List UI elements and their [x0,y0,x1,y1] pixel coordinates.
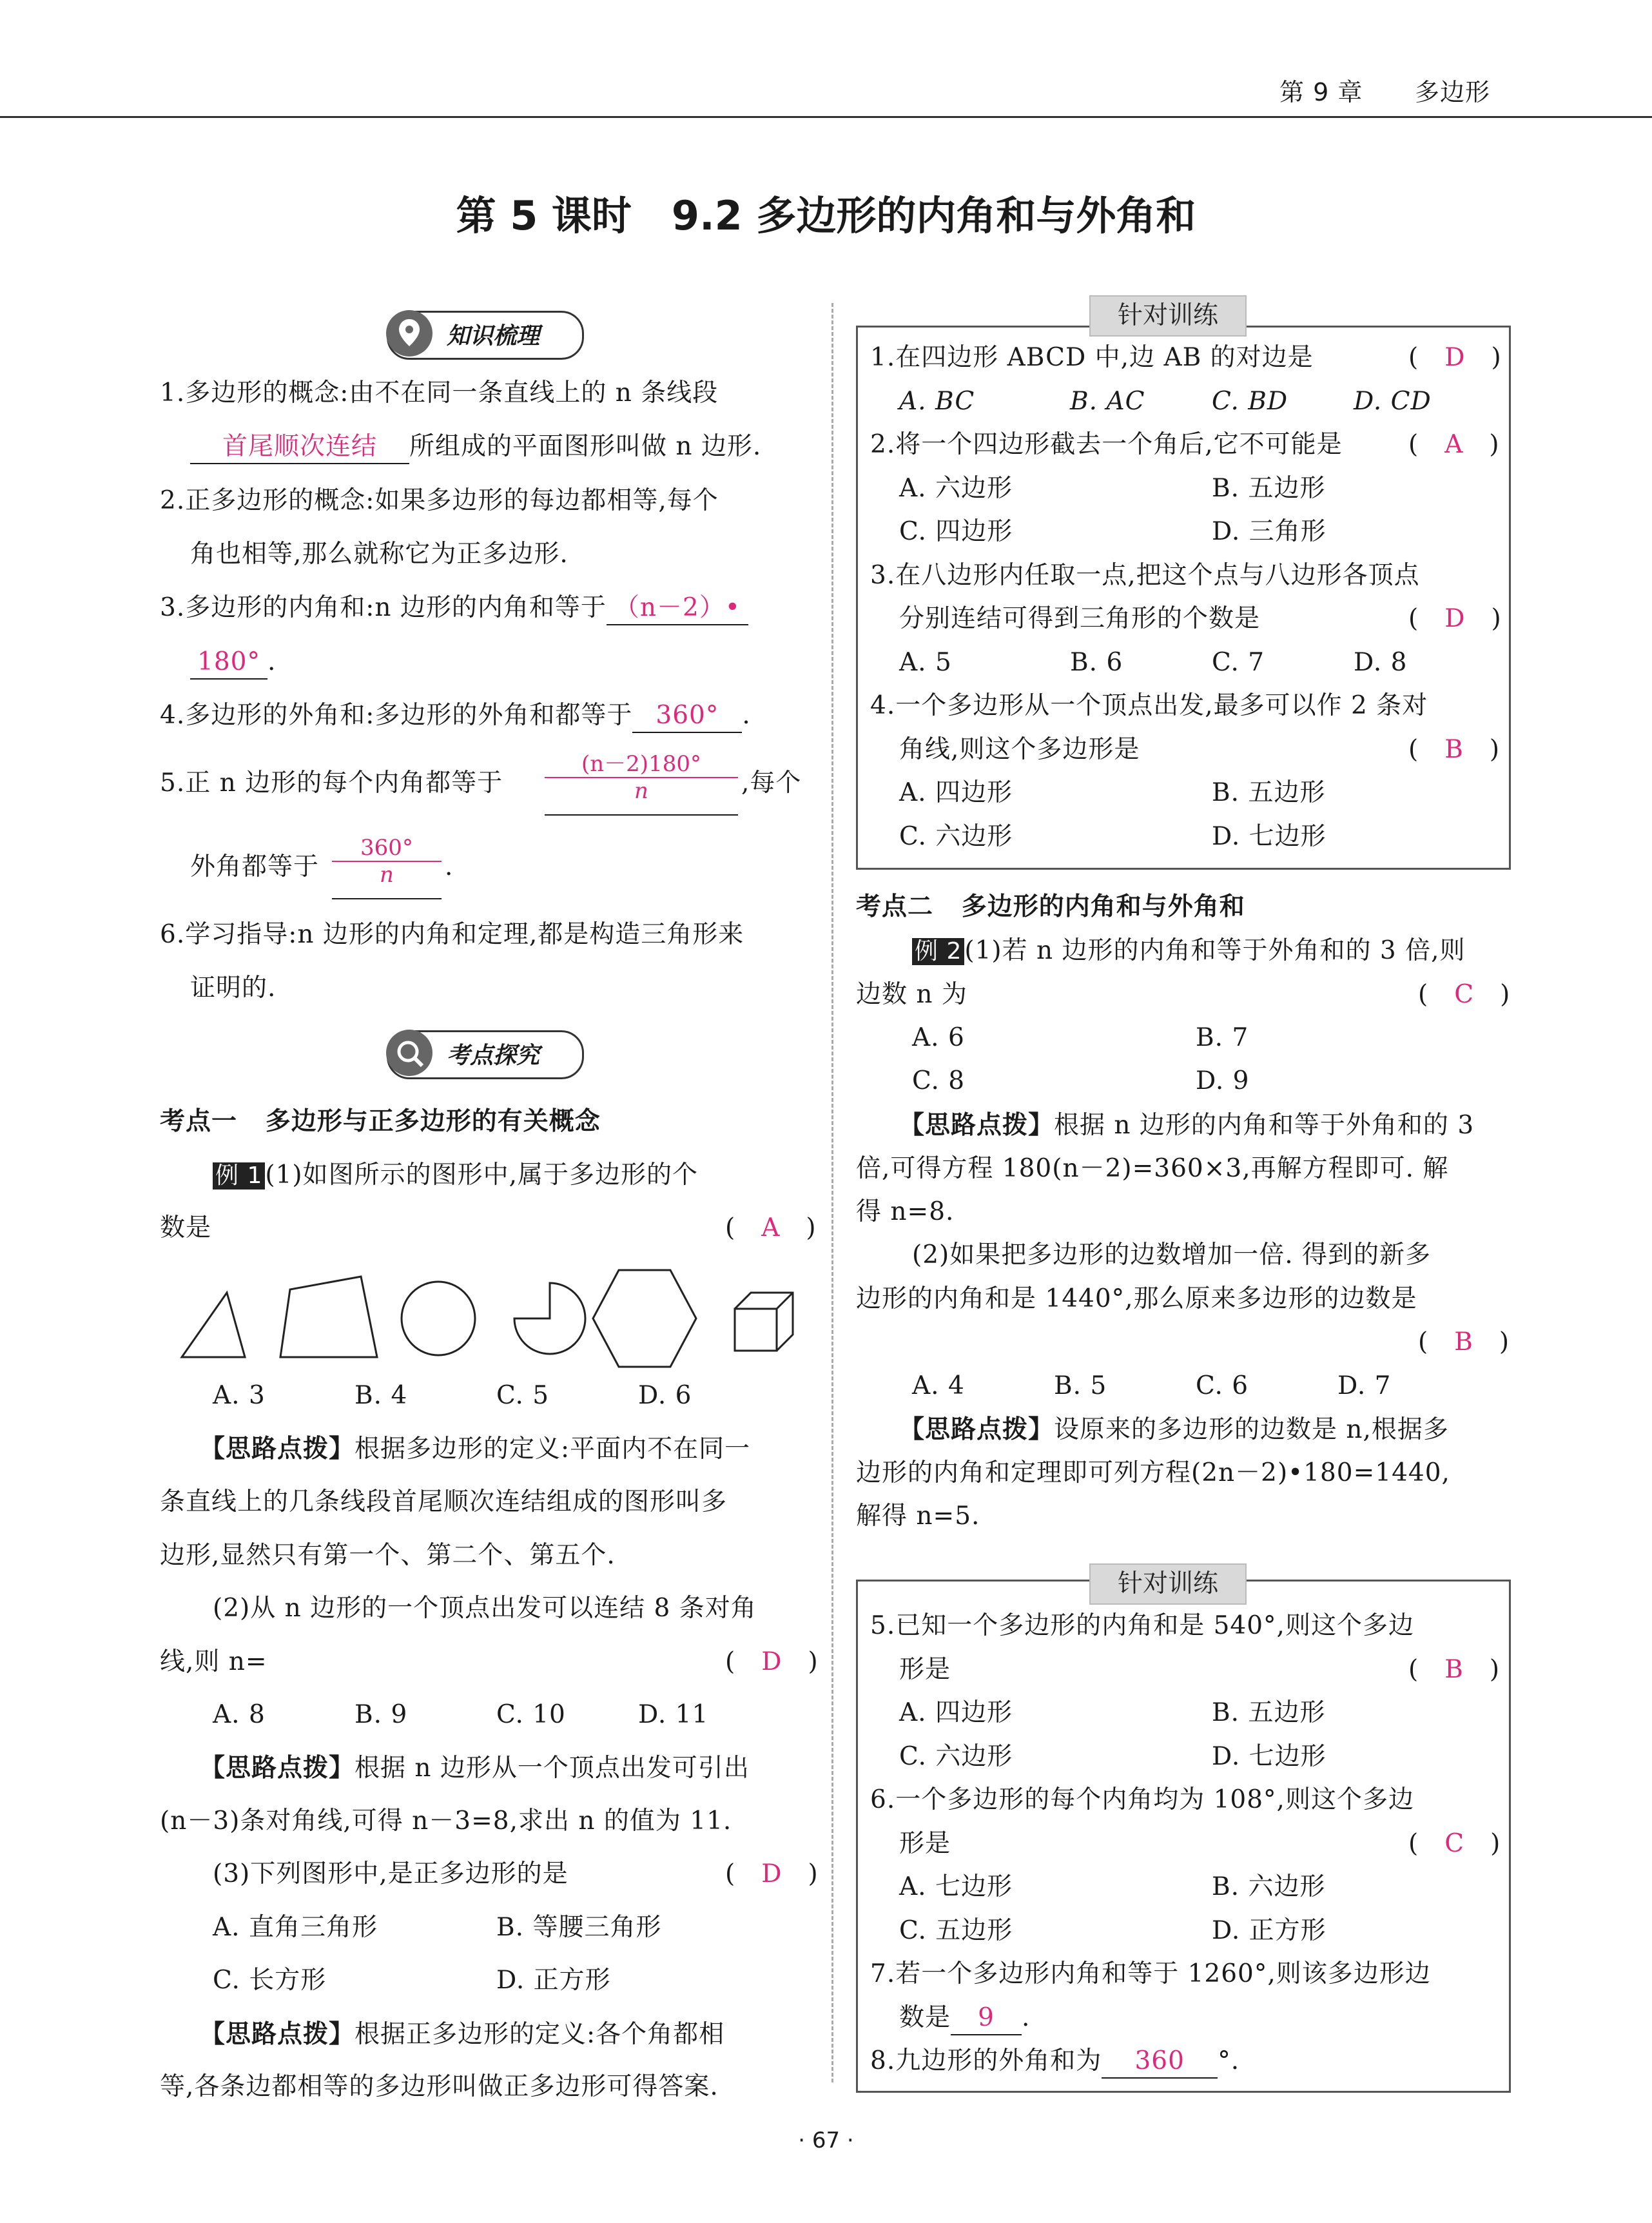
k2-line2: 角也相等,那么就称它为正多边形. [190,540,568,569]
kd1-q1-opt-b: B. 4 [355,1381,408,1410]
kd1-q3-answer: ( D ) [725,1859,819,1888]
k3-answer-2: 180° [190,646,267,680]
p7-line1: 7.若一个多边形内角和等于 1260°,则该多边形边 [870,1959,1431,1988]
k5-fraction-2: $\frac{360^\circ}{n}$ [332,835,442,888]
p8-answer: 360 [1102,2045,1218,2079]
kd1-q3-opt-d: D. 正方形 [496,1966,611,1995]
p4-opt-a: A. 四边形 [899,778,1013,807]
chapter-title: 多边形 [1415,78,1491,106]
kd1-q1-opt-d: D. 6 [638,1381,692,1410]
p5-opt-c: C. 六边形 [899,1742,1013,1771]
kd1-q1-opt-a: A. 3 [213,1381,266,1410]
p6-opt-b: B. 六边形 [1212,1872,1326,1901]
knowledge-badge: 知识梳理 [387,311,584,360]
triangle-shape [182,1293,245,1357]
k6-line1: 6.学习指导:n 边形的内角和定理,都是构造三角形来 [160,920,744,949]
kd2-hint2-line3: 解得 n=5. [856,1502,980,1531]
k1-answer: 首尾顺次连结 [190,431,409,464]
p7-answer: 9 [951,2002,1022,2035]
p6-line1: 6.一个多边形的每个内角均为 108°,则这个多边 [870,1785,1414,1814]
p2: 2.将一个四边形截去一个角后,它不可能是 [870,430,1343,459]
example-1-label: 例 1 [213,1162,265,1190]
p2-opt-b: B. 五边形 [1212,474,1326,503]
p2-opt-a: A. 六边形 [899,474,1013,503]
practice-tag-1: 针对训练 [1089,295,1247,337]
k5-end: . [445,852,454,881]
page-title: 第 5 课时 9.2 多边形的内角和与外角和 [456,192,1196,239]
kd2-q1-line2: 边数 n 为 [856,980,967,1009]
kd2-q1-opt-b: B. 7 [1196,1023,1249,1052]
k5-underline-2 [332,898,442,899]
hexagon-shape [593,1270,696,1367]
kd1-hint3-line2: 等,各条边都相等的多边形叫做正多边形可得答案. [160,2072,719,2101]
p5-answer: ( B ) [1408,1655,1501,1684]
p1-opt-c: C. BD [1212,387,1288,416]
k3-line1: 3.多边形的内角和:n 边形的内角和等于 （n－2）• [160,592,748,625]
kd1-q2-opt-c: C. 10 [496,1700,566,1729]
p6-opt-d: D. 正方形 [1212,1916,1326,1945]
cube-shape [735,1293,793,1351]
kd2-hint1-line2: 倍,可得方程 180(n－2)=360×3,再解方程即可. 解 [856,1154,1449,1183]
k6-line2: 证明的. [190,974,277,1003]
p4-line2: 角线,则这个多边形是 [899,735,1140,764]
kd1-hint1-line3: 边形,显然只有第一个、第二个、第五个. [160,1541,616,1570]
example-2-label: 例 2 [912,938,964,965]
practice-tag-2: 针对训练 [1089,1563,1247,1605]
kd2-q2-opt-b: B. 5 [1054,1371,1107,1400]
k4-line: 4.多边形的外角和:多边形的外角和都等于 360° . [160,700,751,733]
kd1-hint2-line1: 【思路点拨】根据 n 边形从一个顶点出发可引出 [200,1753,750,1783]
kd1-heading: 考点一 多边形与正多边形的有关概念 [160,1107,601,1136]
shapes-figure [174,1257,806,1373]
header-rule [0,116,1652,118]
kd1-q1-answer: ( A ) [725,1213,817,1242]
p4-answer: ( B ) [1408,735,1501,764]
kd2-q2-opt-a: A. 4 [912,1371,965,1400]
p1-answer: ( D ) [1408,343,1502,372]
sector-shape [514,1283,585,1354]
k5-line1: 5.正 n 边形的每个内角都等于 [160,769,503,798]
kd2-q2-opt-c: C. 6 [1196,1371,1249,1400]
k5-underline [545,814,738,816]
explore-badge: 考点探究 [387,1030,584,1079]
kd1-q3-opt-a: A. 直角三角形 [213,1913,378,1942]
kd1-q2-opt-a: A. 8 [213,1700,266,1729]
p3-opt-a: A. 5 [899,648,952,677]
k5-each: ,每个 [741,769,802,798]
kd1-q1-line2: 数是 [160,1213,212,1242]
p3-line1: 3.在八边形内任取一点,把这个点与八边形各顶点 [870,561,1420,590]
k1-line2: 首尾顺次连结 所组成的平面图形叫做 n 边形. [190,431,761,464]
kd1-q2-answer: ( D ) [725,1647,819,1676]
kd2-q1-opt-c: C. 8 [912,1066,966,1095]
p5-opt-a: A. 四边形 [899,1698,1013,1727]
k4-answer: 360° [632,700,742,733]
magnifier-icon [386,1030,432,1076]
k5-fraction: $\frac{(n-2)180^\circ}{n}$ [545,751,738,804]
p4-line1: 4.一个多边形从一个顶点出发,最多可以作 2 条对 [870,691,1428,720]
p7-line2: 数是 9 . [899,2002,1030,2035]
kd1-hint2-line2: (n－3)条对角线,可得 n－3=8,求出 n 的值为 11. [160,1807,732,1836]
page-number: · 67 · [798,2128,854,2153]
k2-line1: 2.正多边形的概念:如果多边形的每边都相等,每个 [160,486,719,515]
kd2-hint1-line1: 【思路点拨】根据 n 边形的内角和等于外角和的 3 [899,1110,1475,1140]
p3-opt-b: B. 6 [1070,648,1123,677]
k5-line2: 外角都等于 [190,852,320,881]
p6-opt-a: A. 七边形 [899,1872,1013,1901]
kd2-q1-opt-d: D. 9 [1196,1066,1250,1095]
kd2-q1-line1: 例 2 (1)若 n 边形的内角和等于外角和的 3 倍,则 [912,935,1466,967]
kd2-q1-answer: ( C ) [1418,980,1511,1009]
p2-answer: ( A ) [1408,430,1500,459]
kd1-hint3-line1: 【思路点拨】根据正多边形的定义:各个角都相 [200,2019,725,2049]
kd2-hint1-line3: 得 n=8. [856,1197,955,1226]
p3-answer: ( D ) [1408,604,1502,633]
p6-answer: ( C ) [1408,1829,1501,1858]
p1-opt-b: B. AC [1070,387,1145,416]
location-pin-icon [386,310,432,357]
p4-opt-b: B. 五边形 [1212,778,1326,807]
k3-line2: 180° . [190,646,276,680]
kd1-hint1-line1: 【思路点拨】根据多边形的定义:平面内不在同一 [200,1434,751,1464]
kd2-q2-answer: ( B ) [1418,1327,1510,1356]
p1: 1.在四边形 ABCD 中,边 AB 的对边是 [870,343,1314,372]
p6-opt-c: C. 五边形 [899,1916,1013,1945]
kd1-hint1-line2: 条直线上的几条线段首尾顺次连结组成的图形叫多 [160,1487,728,1516]
kd1-q1-line1: 例 1 (1)如图所示的图形中,属于多边形的个 [213,1159,698,1191]
kd1-q2-opt-b: B. 9 [355,1700,408,1729]
p1-opt-d: D. CD [1354,387,1432,416]
kd2-q2-line1: (2)如果把多边形的边数增加一倍. 得到的新多 [912,1240,1432,1269]
p3-line2: 分别连结可得到三角形的个数是 [899,604,1261,633]
p3-opt-c: C. 7 [1212,648,1265,677]
kd2-heading: 考点二 多边形的内角和与外角和 [856,892,1245,921]
k1-line1: 1.多边形的概念:由不在同一条直线上的 n 条线段 [160,378,719,407]
p4-opt-c: C. 六边形 [899,822,1013,851]
kd2-q1-opt-a: A. 6 [912,1023,965,1052]
kd1-q3-opt-b: B. 等腰三角形 [496,1913,662,1942]
kd1-q1-opt-c: C. 5 [496,1381,550,1410]
p5-line2: 形是 [899,1655,951,1684]
chapter-label: 第 9 章 [1279,78,1363,106]
kd2-hint2-line2: 边形的内角和定理即可列方程(2n－2)•180=1440, [856,1458,1450,1487]
p4-opt-d: D. 七边形 [1212,822,1326,851]
p3-opt-d: D. 8 [1354,648,1408,677]
p5-opt-d: D. 七边形 [1212,1742,1326,1771]
kd1-q2-opt-d: D. 11 [638,1700,709,1729]
quadrilateral-shape [280,1277,377,1357]
kd2-hint2-line1: 【思路点拨】设原来的多边形的边数是 n,根据多 [899,1415,1449,1444]
kd1-q3-opt-c: C. 长方形 [213,1966,327,1995]
p2-opt-c: C. 四边形 [899,517,1013,546]
kd1-q3: (3)下列图形中,是正多边形的是 [213,1859,568,1888]
p6-line2: 形是 [899,1829,951,1858]
kd2-q2-line2: 边形的内角和是 1440°,那么原来多边形的边数是 [856,1284,1417,1313]
circle-shape [402,1282,475,1355]
kd2-q2-opt-d: D. 7 [1337,1371,1392,1400]
column-divider [831,303,833,2082]
k3-answer-1: （n－2）• [607,592,748,625]
kd1-q2-line1: (2)从 n 边形的一个顶点出发可以连结 8 条对角 [213,1594,757,1623]
p8: 8.九边形的外角和为 360 °. [870,2045,1239,2079]
kd1-q2-line2: 线,则 n= [160,1647,267,1676]
p2-opt-d: D. 三角形 [1212,517,1326,546]
p5-line1: 5.已知一个多边形的内角和是 540°,则这个多边 [870,1611,1414,1640]
p1-opt-a: A. BC [899,387,975,416]
p5-opt-b: B. 五边形 [1212,1698,1326,1727]
